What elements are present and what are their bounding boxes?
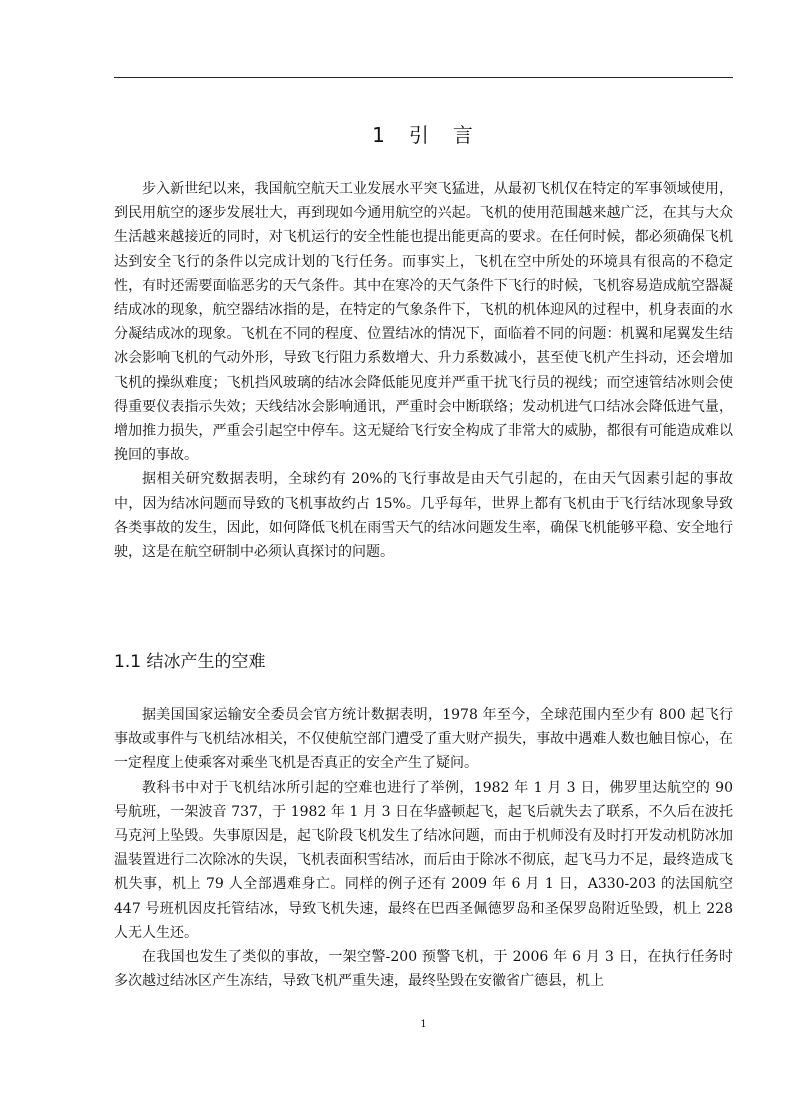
paragraph: 据相关研究数据表明，全球约有 20%的飞行事故是由天气引起的，在由天气因素引起的事故中，因为结冰问题而导致的飞机事故约占 15%。几乎每年，世界上都有飞机由于飞行结冰现象导致各类事故的发生，因此，如何降低飞机在雨雪天气的结冰问题发生率，确保飞机能够平稳、安全地行驶，这是在航空研制中必须认真探讨的问题。 bbox=[114, 471, 733, 561]
paragraph: 教科书中对于飞机结冰所引起的空难也进行了举例，1982 年 1 月 3 日，佛罗里达航空的 90 号航班，一架波音 737，于 1982 年 1 月 3 日在华盛顿起飞，起飞后就失去了联系，不久后在波托马克河上坠毁。失事原因是，起飞阶段飞机发生了结冰问题，而由于机师没有及时打开发动机防冰加温装置进行二次除冰的失误，飞机表面积雪结冰，而后由于除冰不彻底，起飞马力不足，最终造成飞机失事，机上 79 人全部遇难身亡。同样的例子还有 2009 年 6 月 1 日，A330-203 的法国航空 447 号班机因皮托管结冰，导致飞机失速，最终在巴西圣佩德罗岛和圣保罗岛附近坠毁，机上 228 人无人生还。 bbox=[114, 779, 733, 941]
chapter-title: 1 引 言 bbox=[372, 123, 475, 147]
section-body bbox=[114, 703, 733, 993]
paragraph: 步入新世纪以来，我国航空航天工业发展水平突飞猛进，从最初飞机仅在特定的军事领域使用，到民用航空的逐步发展壮大，再到现如今通用航空的兴起。飞机的使用范围越来越广泛，在其与大众生活越来越接近的同时，对飞机运行的安全性能也提出能更高的要求。在任何时候，都必须确保飞机达到安全飞行的条件以完成计划的飞行任务。而事实上，飞机在空中所处的环境具有很高的不稳定性，有时还需要面临恶劣的天气条件。其中在寒冷的天气条件下飞行的时候，飞机容易造成航空器凝结成冰的现象，航空器结冰指的是，在特定的气象条件下，飞机的机体迎风的过程中，机身表面的水分凝结成冰的现象。飞机在不同的程度、位置结冰的情况下，面临着不同的问题：机翼和尾翼发生结冰会影响飞机的气动外形，导致飞行阻力系数增大、升力系数减小，甚至使飞机产生抖动，还会增加飞机的操纵难度；飞机挡风玻璃的结冰会降低能见度并严重干扰飞行员的视线；而空速管结冰则会使得重要仪表指示失效；天线结冰会影响通讯，严重时会中断联络；发动机进气口结冰会降低进气量，增加推力损失，严重会引起空中停车。这无疑给飞行安全构成了非常大的威胁，都很有可能造成难以挽回的事故。 bbox=[114, 181, 733, 464]
section-title: 1.1 结冰产生的空难 bbox=[114, 652, 266, 672]
paragraph: 在我国也发生了类似的事故，一架空警-200 预警飞机，于 2006 年 6 月 3 日，在执行任务时多次越过结冰区产生冻结，导致飞机严重失速，最终坠毁在安徽省广德县，机上 bbox=[114, 949, 733, 990]
intro-body bbox=[114, 177, 733, 564]
paragraph: 据美国国家运输安全委员会官方统计数据表明，1978 年至今，全球范围内至少有 800 起飞行事故或事件与飞机结冰相关，不仅使航空部门遭受了重大财产损失，事故中遇难人数也触目惊心，在一定程度上使乘客对乘坐飞机是否真正的安全产生了疑问。 bbox=[114, 707, 733, 772]
page-number: 1 bbox=[420, 1019, 427, 1030]
header-rule bbox=[114, 77, 733, 78]
